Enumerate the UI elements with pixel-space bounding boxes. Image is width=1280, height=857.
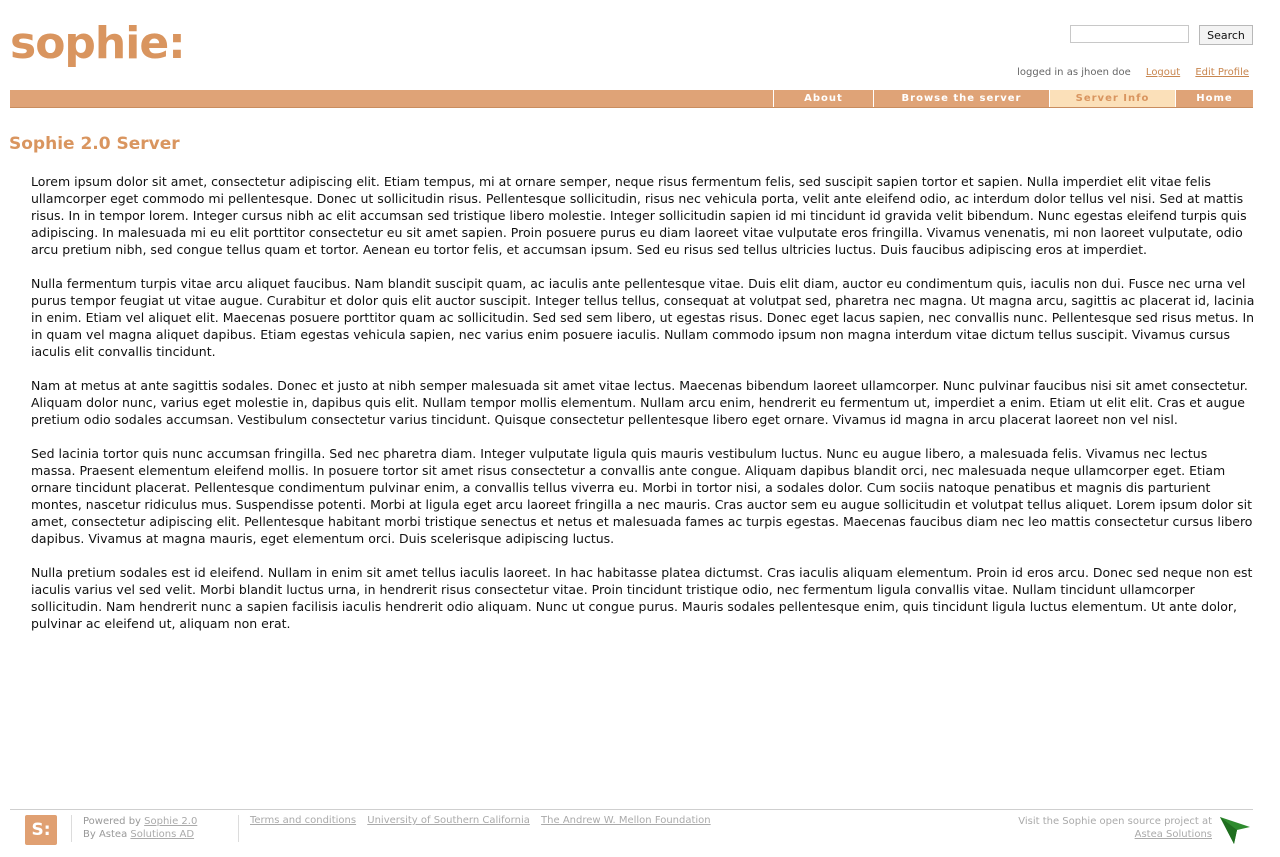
visit-project xyxy=(1018,815,1212,841)
footer-separator xyxy=(238,815,239,842)
sophie-link[interactable]: Sophie 2.0 xyxy=(144,816,198,827)
user-bar xyxy=(1017,67,1249,78)
tab-about[interactable]: About xyxy=(773,90,873,107)
content-paragraph: Nam at metus at ante sagittis sodales. Donec et justo at nibh semper malesuada sit amet vitae lectus. Maecenas bibendum laoreet ullamcorper. Nunc pulvinar faucibus nisi sit amet consectetur. Aliquam dolor nunc, varius eget molestie in, dapibus quis elit. Nullam tempor mollis elementum. Nullam arcu enim, hendrerit eu fermentum ut, imperdiet a enim. Etiam ut elit elit. Cras et augue pretium odio sodales accumsan. Vestibulum consectetur varius tincidunt. Quisque consectetur pellentesque libero eget ornare. Vivamus id magna in arcu placerat laoreet non vel nisl. xyxy=(31,378,1248,427)
astea-arrow-icon[interactable] xyxy=(1218,813,1252,847)
astea-solutions-ad-link[interactable]: Solutions AD xyxy=(130,829,195,840)
page-title: Sophie 2.0 Server xyxy=(9,134,180,154)
tab-browse-the-server[interactable]: Browse the server xyxy=(873,90,1049,107)
sophie-logo[interactable]: sophie: xyxy=(10,18,185,69)
tab-server-info[interactable]: Server Info xyxy=(1049,90,1175,107)
edit-profile-link[interactable]: Edit Profile xyxy=(1195,67,1249,78)
by-prefix: By Astea xyxy=(83,829,131,840)
content-paragraph: Nulla pretium sodales est id eleifend. Nullam in enim sit amet tellus iaculis laoreet. In hac habitasse platea dictumst. Cras iaculis aliquam elementum. Proin id eros arcu. Donec sed neque non est iaculis varius vel sed velit. Morbi blandit luctus urna, in hendrerit risus consectetur vitae. Proin tincidunt tristique odio, nec fermentum ligula convallis vitae. Nullam tincidunt ullamcorper sollicitudin. Nam hendrerit nunc a sapien facilisis iaculis hendrerit odio aliquam. Nunc ut congue purus. Mauris sodales pellentesque enim, quis tincidunt ligula luctus elementum. Ut ante dolor, pulvinar ac eleifend ut, aliquam non erat. xyxy=(31,565,1253,631)
main-content xyxy=(31,173,1255,649)
visit-text: Visit the Sophie open source project at xyxy=(1018,816,1212,827)
main-nav xyxy=(10,90,1253,108)
footer-separator xyxy=(71,815,72,842)
content-paragraph: Lorem ipsum dolor sit amet, consectetur adipiscing elit. Etiam tempus, mi at ornare semper, neque risus fermentum felis, sed suscipit sapien tortor et sapien. Nulla imperdiet elit vitae felis ullamcorper eget commodo mi pellentesque. Donec ut sollicitudin risus. Pellentesque sollicitudin, risus nec vehicula porta, velit ante eleifend odio, ac interdum dolor tellus vel nisi. Sed at mattis risus. In in tempor lorem. Integer cursus nibh ac elit accumsan sed tristique libero molestie. Integer sollicitudin sapien id mi tincidunt id gravida velit bibendum. Nunc egestas eleifend turpis quis adipiscing. In malesuada mi eu elit porttitor consectetur eu sit amet sapien. Proin posuere purus eu diam laoreet vitae vulputate eros fringilla. Vivamus venenatis, mi non laoreet vulputate, odio arcu pretium nibh, sed congue tellus quam et tortor. Aenean eu tortor felis, et accumsan ipsum. Sed eu risus sed tellus ultricies luctus. Duis faucibus adipiscing eros at imperdiet. xyxy=(31,174,1247,257)
logout-link[interactable]: Logout xyxy=(1145,67,1181,78)
sophie-footer-logo-icon: S: xyxy=(25,815,57,845)
powered-by xyxy=(83,815,197,841)
tab-home[interactable]: Home xyxy=(1175,90,1253,107)
content-paragraph: Sed lacinia tortor quis nunc accumsan fringilla. Sed nec pharetra diam. Integer vulputate ligula quis mauris vestibulum luctus. Nunc eu augue libero, a malesuada felis. Vivamus nec lectus massa. Praesent elementum eleifend mollis. In posuere tortor sit amet risus consectetur a convallis ante congue. Aliquam dapibus blandit orci, nec malesuada neque ullamcorper eget. Etiam ornare tincidunt placerat. Pellentesque condimentum pulvinar enim, a convallis tellus viverra eu. Morbi in tortor nisi, a sodales dolor. Cum sociis natoque penatibus et magnis dis parturient montes, nascetur ridiculus mus. Suspendisse potenti. Morbi at ligula eget arcu laoreet fringilla a nec mauris. Cras auctor sem eu augue sollicitudin et volutpat tellus aliquet. Lorem ipsum dolor sit amet, consectetur adipiscing elit. Pellentesque habitant morbi tristique senectus et netus et malesuada fames ac turpis egestas. Maecenas faucibus diam nec leo mattis consectetur cursus libero dapibus. Vivamus at magna mauris, eget elementum orci. Duis scelerisque adipiscing luctus. xyxy=(31,446,1253,546)
mellon-foundation-link[interactable]: The Andrew W. Mellon Foundation xyxy=(541,815,711,826)
powered-prefix: Powered by xyxy=(83,816,145,827)
usc-link[interactable]: University of Southern California xyxy=(367,815,530,826)
footer-links xyxy=(250,815,719,826)
footer-divider xyxy=(10,809,1253,810)
content-paragraph: Nulla fermentum turpis vitae arcu aliquet faucibus. Nam blandit suscipit quam, ac iaculis ante pellentesque vitae. Duis elit diam, auctor eu condimentum quis, iaculis non dui. Fusce nec urna vel purus tempor feugiat ut vitae augue. Curabitur et dolor quis elit auctor suscipit. Integer tellus tellus, consequat at volutpat sed, pharetra nec magna. Ut magna arcu, sagittis ac placerat id, lacinia in enim. Etiam vel aliquet elit. Maecenas posuere porttitor quam ac sollicitudin. Sed sed sem libero, ut egestas risus. Donec eget lacus sapien, nec convallis nunc. Pellentesque sed risus metus. In in quam vel magna aliquet dapibus. Etiam egestas vehicula sapien, nec varius enim posuere iaculis. Nullam commodo ipsum non magna interdum vitae dictum tellus suscipit. Vivamus cursus iaculis elit convallis tincidunt. xyxy=(31,276,1255,359)
logged-in-text: logged in as jhoen doe xyxy=(1017,67,1131,78)
search-input[interactable] xyxy=(1070,25,1189,43)
astea-solutions-link[interactable]: Astea Solutions xyxy=(1134,829,1212,840)
terms-link[interactable]: Terms and conditions xyxy=(250,815,357,826)
search-button[interactable]: Search xyxy=(1199,25,1253,45)
